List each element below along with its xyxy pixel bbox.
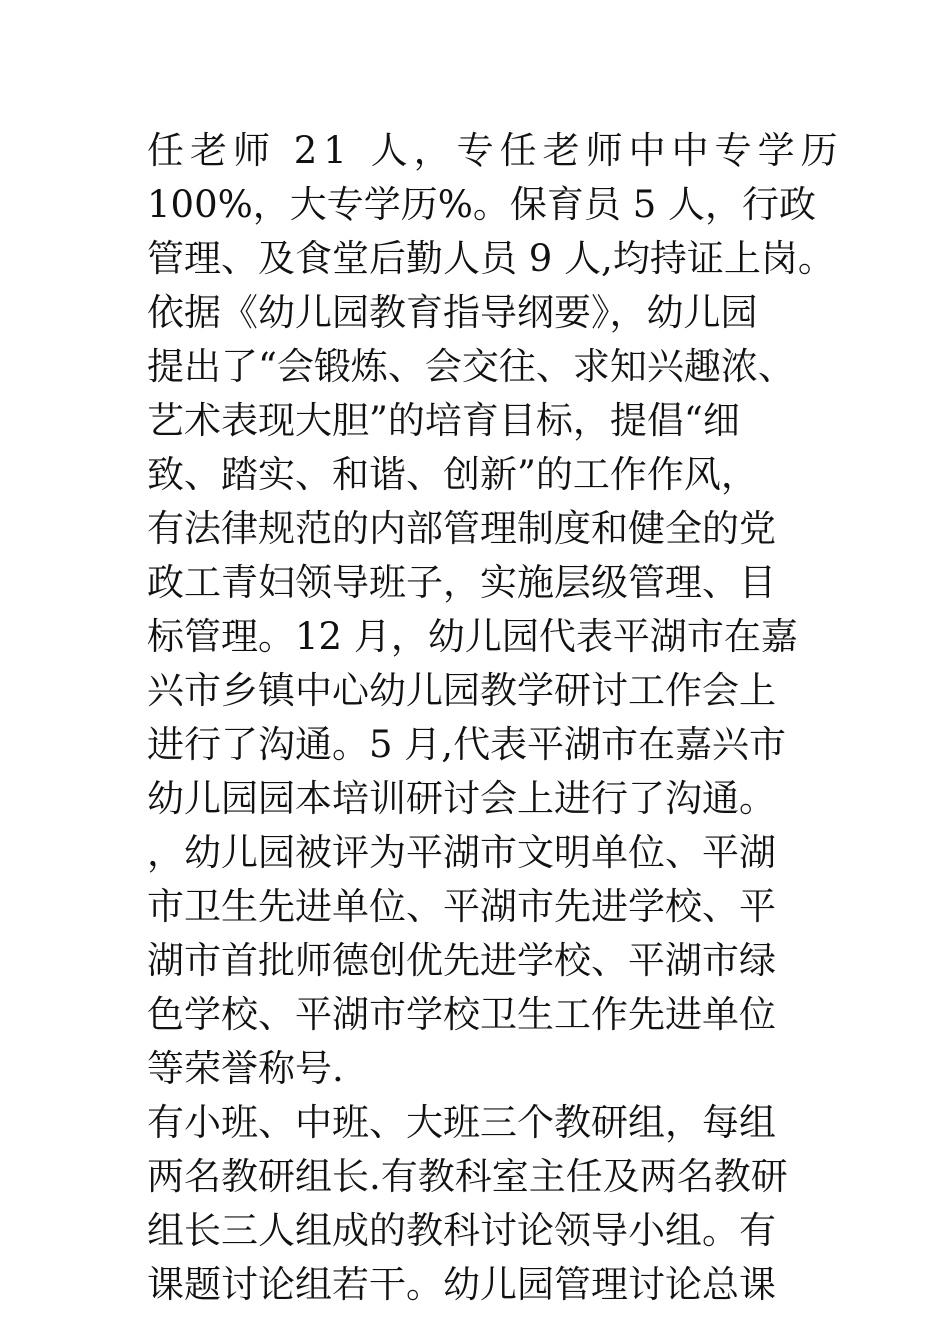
- text-line: 任老师 21 人，专任老师中中专学历: [147, 129, 844, 172]
- text-line: 色学校、平湖市学校卫生工作先进单位: [147, 993, 776, 1036]
- text-line: 进行了沟通。5 月,代表平湖市在嘉兴市: [147, 723, 787, 766]
- text-line: 致、踏实、和谐、创新”的工作作风，: [147, 453, 758, 496]
- text-line: 标管理。12 月，幼儿园代表平湖市在嘉: [147, 615, 798, 658]
- text-line: 幼儿园园本培训研讨会上进行了沟通。: [147, 777, 776, 820]
- text-line: 100%，大专学历%。保育员 5 人，行政: [147, 183, 816, 226]
- text-line: 艺术表现大胆”的培育目标，提倡“细: [147, 399, 740, 442]
- body-text: [147, 124, 847, 1312]
- text-line: 两名教研组长.有教科室主任及两名教研: [147, 1155, 788, 1198]
- text-line: 有小班、中班、大班三个教研组，每组: [147, 1101, 776, 1144]
- text-line: 依据《幼儿园教育指导纲要》，幼儿园: [147, 291, 758, 334]
- text-line: 组长三人组成的教科讨论领导小组。有: [147, 1209, 776, 1252]
- text-line: 等荣誉称号.: [147, 1047, 344, 1090]
- text-line: 市卫生先进单位、平湖市先进学校、平: [147, 885, 776, 928]
- text-line: 管理、及食堂后勤人员 9 人,均持证上岗。: [147, 237, 835, 280]
- text-line: 湖市首批师德创优先进学校、平湖市绿: [147, 939, 776, 982]
- text-line: 提出了“会锻炼、会交往、求知兴趣浓、: [147, 345, 795, 388]
- text-line: 政工青妇领导班子，实施层级管理、目: [147, 561, 776, 604]
- text-line: 兴市乡镇中心幼儿园教学研讨工作会上: [147, 669, 776, 712]
- text-line: 课题讨论组若干。幼儿园管理讨论总课: [147, 1263, 776, 1306]
- text-line: ，幼儿园被评为平湖市文明单位、平湖: [147, 831, 776, 874]
- text-line: 有法律规范的内部管理制度和健全的党: [147, 507, 776, 550]
